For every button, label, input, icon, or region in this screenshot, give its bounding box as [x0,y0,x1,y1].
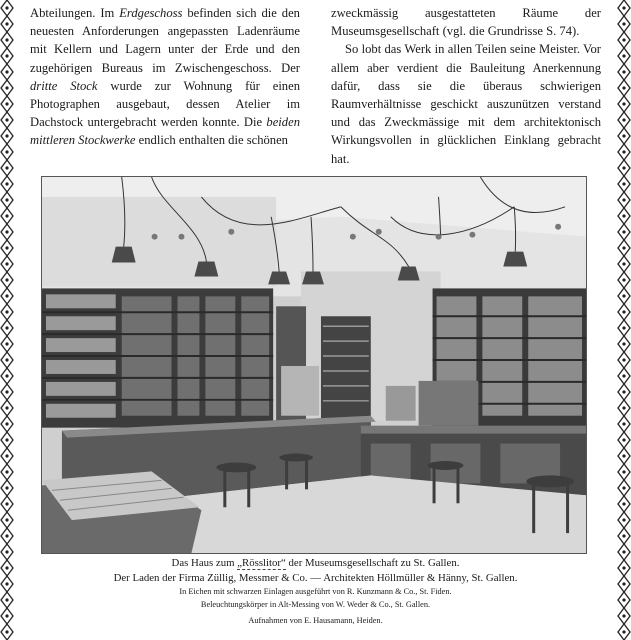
right-ornamental-border [617,0,631,640]
caption-note-lighting: Beleuchtungskörper in Alt-Messing von W. Weder & Co., St. Gallen. [200,599,431,609]
left-ornamental-border [0,0,14,640]
caption-note-woodwork: In Eichen mit schwarzen Einlagen ausgeführt von R. Kunzmann & Co., St. Fiden. [179,587,452,596]
caption-title-prefix: Das Haus zum [171,557,238,569]
emphasized-text: beiden mittleren Stockwerke [30,115,300,148]
paragraph [331,4,601,40]
body-text-columns [30,4,601,164]
caption-subtitle: Der Laden der Firma Züllig, Messmer & Co. — Architekten Höllmüller & Hänny, St. Gallen. [113,572,518,584]
paragraph [331,40,601,167]
text-run: zweckmässig ausgestatteten Räume der Museumsgesellschaft (vgl. die Grundrisse S. 74). [331,6,601,39]
text-run: So lobt das Werk in allen Teilen seine Meister. Vor allem aber verdient die Bauleitung Anerkennung dafür, dass sie die überaus schwierigen Raumverhältnisse geschickt auszunützen verstand und das Zweckmässige mit dem architektonisch Wirkungsvollen in glücklichen Einklang gebracht hat. [331,42,601,166]
caption-title [24,556,607,571]
emphasized-text: Erdgeschoss [119,6,183,20]
document-page [24,0,607,640]
photo-illustration [42,177,586,553]
text-run: Abteilungen. Im [30,6,120,20]
text-run: wurde zur Wohnung für einen Photographen ausgebaut, dessen Atelier im Dachstock untergebracht werden konnte. Die [30,78,300,130]
caption-house-name: „Rösslitor“ [237,557,286,569]
emphasized-text: dritte Stock [30,78,98,93]
right-text-column [331,4,601,164]
text-run: befinden sich die den neuesten Anforderungen angepassten Ladenräume mit Kellern und Lagern unter der Erde und den zugehörigen Bureaus im Zwischengeschoss. Der [30,6,300,75]
paragraph [30,4,300,150]
photo-caption [24,556,607,628]
text-run: endlich enthalten die schönen [135,133,288,148]
caption-photo-credit: Aufnahmen von E. Hausamann, Heiden. [248,616,383,625]
caption-title-suffix: der Museumsgesellschaft zu St. Gallen. [285,557,460,569]
shop-interior-photograph [41,176,587,554]
left-text-column [30,4,300,164]
